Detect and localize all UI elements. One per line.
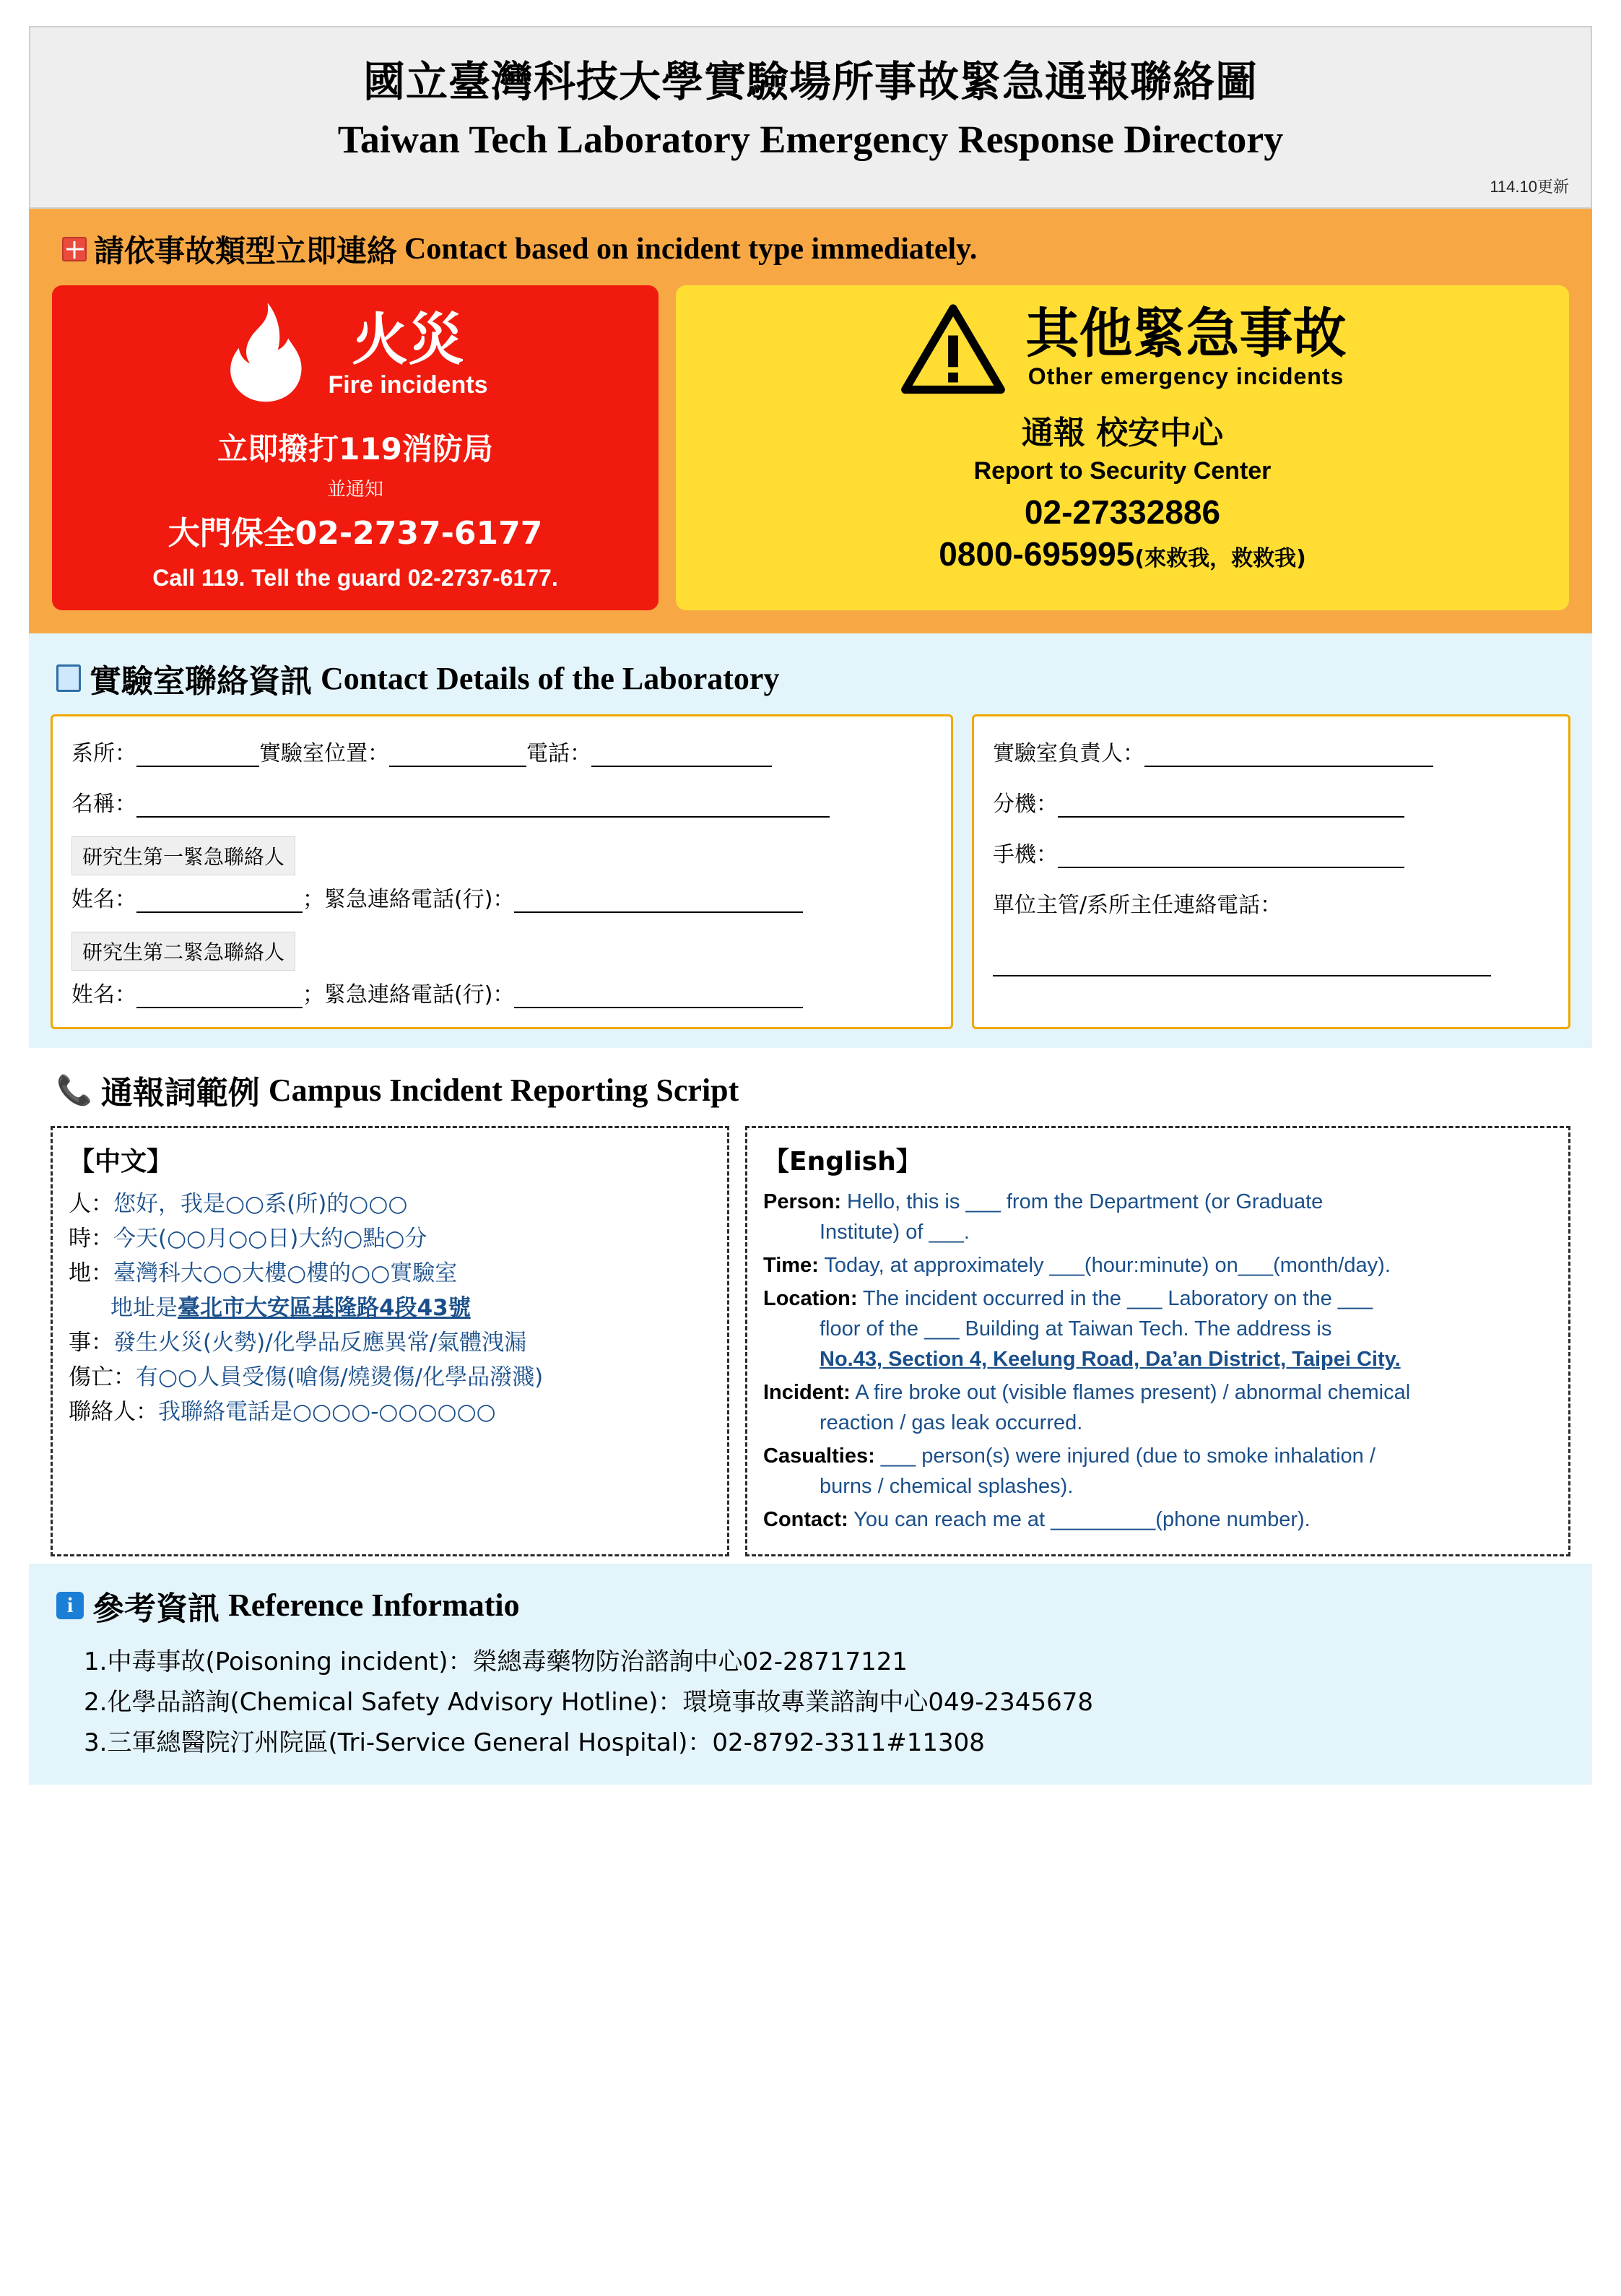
script-zh-line-text: 有○○人員受傷(嗆傷/燒燙傷/化學品潑濺) <box>136 1364 544 1391</box>
script-zh-line <box>69 1221 711 1256</box>
script-en-contact-text: You can reach me at _________(phone number). <box>853 1508 1311 1532</box>
reference-item: 3.三軍總醫院汀州院區(Tri-Service General Hospital)：02-8792-3311#11308 <box>84 1728 985 1757</box>
medical-cross-icon <box>62 237 87 261</box>
script-zh-line <box>69 1256 711 1291</box>
security-center-phone-2-note: (來救我，救救我) <box>1134 546 1306 571</box>
lab-mobile-label: 手機： <box>993 842 1058 867</box>
lab-phone-input[interactable] <box>591 742 772 767</box>
script-en-person-label: Person: <box>763 1190 841 1213</box>
script-en-person-text2: Institute) of ___. <box>820 1221 970 1244</box>
first-emergency-contact-tag: 研究生第一緊急聯絡人 <box>71 836 295 875</box>
lab-supervisor-label: 實驗室負責人： <box>993 741 1144 766</box>
script-zh-line <box>69 1325 711 1360</box>
lab-dept-label: 系所： <box>71 741 136 766</box>
emergency-band-title <box>62 228 1569 271</box>
script-zh-address-line <box>110 1291 711 1325</box>
script-en-time-label: Time: <box>763 1254 819 1278</box>
lab-contact-title-en: Contact Details of the Laboratory <box>321 660 780 696</box>
other-card-head <box>695 301 1550 395</box>
lab-name-label: 名稱： <box>71 792 136 817</box>
other-instruction-en: Report to Security Center <box>973 457 1272 485</box>
fire-card-head <box>66 301 644 410</box>
lab-name-row <box>71 786 932 818</box>
script-en-incident-text: A fire broke out (visible flames present) / abnormal chemical <box>855 1381 1411 1405</box>
script-chinese <box>51 1126 729 1556</box>
lab-contact-box-left <box>51 714 953 1029</box>
lab-extension-input[interactable] <box>1058 793 1404 818</box>
dept-head-row <box>993 887 1550 982</box>
script-en-incident <box>763 1377 1552 1438</box>
reference-title-en: Reference Informatio <box>228 1587 520 1624</box>
script-en-casualties-label: Casualties: <box>763 1444 875 1468</box>
script-en-casualties-text2: burns / chemical splashes). <box>820 1475 1074 1499</box>
reference-item: 2.化學品諮詢(Chemical Safety Advisory Hotline)：環境事故專業諮詢中心049-2345678 <box>84 1687 1093 1717</box>
lab-dept-input[interactable] <box>136 742 259 767</box>
fire-instruction-3: 大門保全02-2737-6177 <box>168 515 543 552</box>
first-contact-name-input[interactable] <box>136 888 303 913</box>
script-zh-line-text: 今天(○○月○○日)大約○點○分 <box>113 1226 427 1252</box>
script-zh-line-text: 發生火災(火勢)/化學品反應異常/氣體洩漏 <box>113 1330 527 1356</box>
script-zh-line <box>69 1360 711 1395</box>
script-zh-line-label: 人： <box>69 1191 113 1217</box>
dept-head-input[interactable] <box>993 952 1491 976</box>
security-center-phone-2-number: 0800-695995 <box>939 535 1135 573</box>
fire-title-en: Fire incidents <box>328 371 488 399</box>
emergency-cards <box>52 285 1569 610</box>
script-zh-line-label: 地： <box>69 1260 113 1287</box>
script-zh-line <box>69 1187 711 1221</box>
script-en-contact <box>763 1504 1552 1535</box>
lab-name-input[interactable] <box>136 793 830 818</box>
second-contact-phone-input[interactable] <box>514 984 803 1008</box>
other-title-en: Other emergency incidents <box>1027 363 1344 390</box>
second-contact-name-label: 姓名： <box>71 982 136 1008</box>
script-zh-line-text: 您好，我是○○系(所)的○○○ <box>113 1191 408 1217</box>
page-title-zh: 國立臺灣科技大學實驗場所事故緊急通報聯絡圖 <box>362 57 1258 106</box>
script-zh-line-label: 時： <box>69 1226 113 1252</box>
reference-title-zh: 參考資訊 <box>92 1590 220 1627</box>
emergency-band <box>29 209 1592 633</box>
security-center-phone-1: 02-27332886 <box>1024 493 1221 531</box>
script-zh-line-text: 臺灣科大○○大樓○樓的○○實驗室 <box>113 1260 458 1287</box>
script-english-head: 【English】 <box>763 1147 922 1177</box>
fire-instruction-en: Call 119. Tell the guard 02-2737-6177. <box>152 565 558 591</box>
lab-contact-title <box>56 655 1570 701</box>
reference-section <box>29 1564 1592 1785</box>
reporting-script-title <box>56 1067 1570 1113</box>
lab-dept-row <box>71 735 932 767</box>
document-icon <box>56 664 81 692</box>
script-en-casualties-text: ___ person(s) were injured (due to smoke inhalation / <box>880 1444 1376 1468</box>
reporting-script-title-en: Campus Incident Reporting Script <box>268 1072 739 1108</box>
script-zh-address-prefix: 地址是 <box>110 1295 178 1322</box>
script-en-casualties <box>763 1441 1552 1502</box>
first-contact-row <box>71 881 932 913</box>
flame-icon <box>222 301 309 410</box>
revision-date: 114.10更新 <box>1490 178 1569 196</box>
second-contact-phone-label: ；緊急連絡電話(行)： <box>303 982 515 1008</box>
warning-triangle-icon <box>899 301 1007 395</box>
reference-title <box>56 1582 1570 1629</box>
script-en-person-text: Hello, this is ___ from the Department (or Graduate <box>847 1190 1324 1213</box>
lab-mobile-row <box>993 836 1550 868</box>
fire-instruction-1: 立即撥打119消防局 <box>217 431 493 467</box>
script-chinese-head: 【中文】 <box>69 1147 173 1177</box>
reference-list <box>84 1642 1570 1763</box>
fire-instruction-2: 並通知 <box>326 479 383 501</box>
second-emergency-contact-tag: 研究生第二緊急聯絡人 <box>71 932 295 971</box>
script-zh-address: 臺北市大安區基隆路4段43號 <box>178 1295 471 1322</box>
lab-location-label: 實驗室位置： <box>259 741 389 766</box>
fire-card-title <box>328 307 488 399</box>
emergency-band-title-en: Contact based on incident type immediately. <box>404 233 978 266</box>
page-header <box>29 26 1592 209</box>
script-en-contact-label: Contact: <box>763 1508 848 1532</box>
first-emergency-contact-tag-wrap <box>71 836 932 881</box>
other-title-zh: 其他緊急事故 <box>1025 302 1347 365</box>
lab-supervisor-row <box>993 735 1550 767</box>
fire-title-zh: 火災 <box>351 307 464 373</box>
lab-phone-label: 電話： <box>526 741 591 766</box>
lab-extension-row <box>993 786 1550 818</box>
phone-icon: 📞 <box>56 1074 92 1106</box>
script-columns <box>51 1126 1570 1556</box>
reporting-script-title-zh: 通報詞範例 <box>100 1075 260 1112</box>
script-en-time-text: Today, at approximately ___(hour:minute) on___(month/day). <box>824 1254 1391 1278</box>
lab-contact-section <box>29 633 1592 1048</box>
script-zh-line-label: 傷亡： <box>69 1364 136 1391</box>
lab-contact-title-zh: 實驗室聯絡資訊 <box>90 663 312 700</box>
script-zh-line <box>69 1395 711 1429</box>
reference-item: 1.中毒事故(Poisoning incident)：榮總毒藥物防治諮詢中心02-28717121 <box>84 1647 908 1676</box>
emergency-band-title-zh: 請依事故類型立即連絡 <box>94 233 398 269</box>
security-center-phone-2 <box>695 534 1550 573</box>
script-en-incident-text2: reaction / gas leak occurred. <box>820 1411 1083 1435</box>
first-contact-name-label: 姓名： <box>71 887 136 912</box>
script-zh-line-label: 事： <box>69 1330 113 1356</box>
lab-contact-boxes <box>51 714 1570 1029</box>
other-instruction-zh: 通報 校安中心 <box>1021 415 1224 451</box>
script-zh-line-text: 我聯絡電話是○○○○-○○○○○○ <box>158 1399 496 1426</box>
script-en-location-label: Location: <box>763 1287 858 1311</box>
lab-extension-label: 分機： <box>993 792 1058 817</box>
script-en-time <box>763 1250 1552 1281</box>
lab-location-input[interactable] <box>389 742 526 767</box>
other-incident-card <box>676 285 1569 610</box>
lab-contact-box-right <box>972 714 1570 1029</box>
other-card-title <box>1025 302 1347 391</box>
script-en-location-text: The incident occurred in the ___ Laboratory on the ___ <box>863 1287 1373 1311</box>
lab-mobile-input[interactable] <box>1058 844 1404 868</box>
script-en-address: No.43, Section 4, Keelung Road, Da’an District, Taipei City. <box>820 1348 1401 1372</box>
second-contact-row <box>71 976 932 1008</box>
dept-head-label: 單位主管/系所主任連絡電話： <box>993 893 1282 918</box>
second-contact-name-input[interactable] <box>136 984 303 1008</box>
page-title-en: Taiwan Tech Laboratory Emergency Response Directory <box>337 118 1284 161</box>
script-zh-line-label: 聯絡人： <box>69 1399 158 1426</box>
script-en-location-text2: floor of the ___ Building at Taiwan Tech. The address is <box>820 1317 1332 1341</box>
first-contact-phone-input[interactable] <box>514 888 803 913</box>
script-en-location <box>763 1283 1552 1374</box>
script-english <box>745 1126 1570 1556</box>
info-icon: i <box>56 1592 84 1619</box>
reporting-script-section <box>29 1048 1592 1564</box>
second-emergency-contact-tag-wrap <box>71 932 932 976</box>
script-en-person <box>763 1187 1552 1247</box>
script-en-incident-label: Incident: <box>763 1381 851 1405</box>
lab-supervisor-input[interactable] <box>1144 742 1433 767</box>
fire-incident-card <box>52 285 659 610</box>
first-contact-phone-label: ；緊急連絡電話(行)： <box>303 887 515 912</box>
